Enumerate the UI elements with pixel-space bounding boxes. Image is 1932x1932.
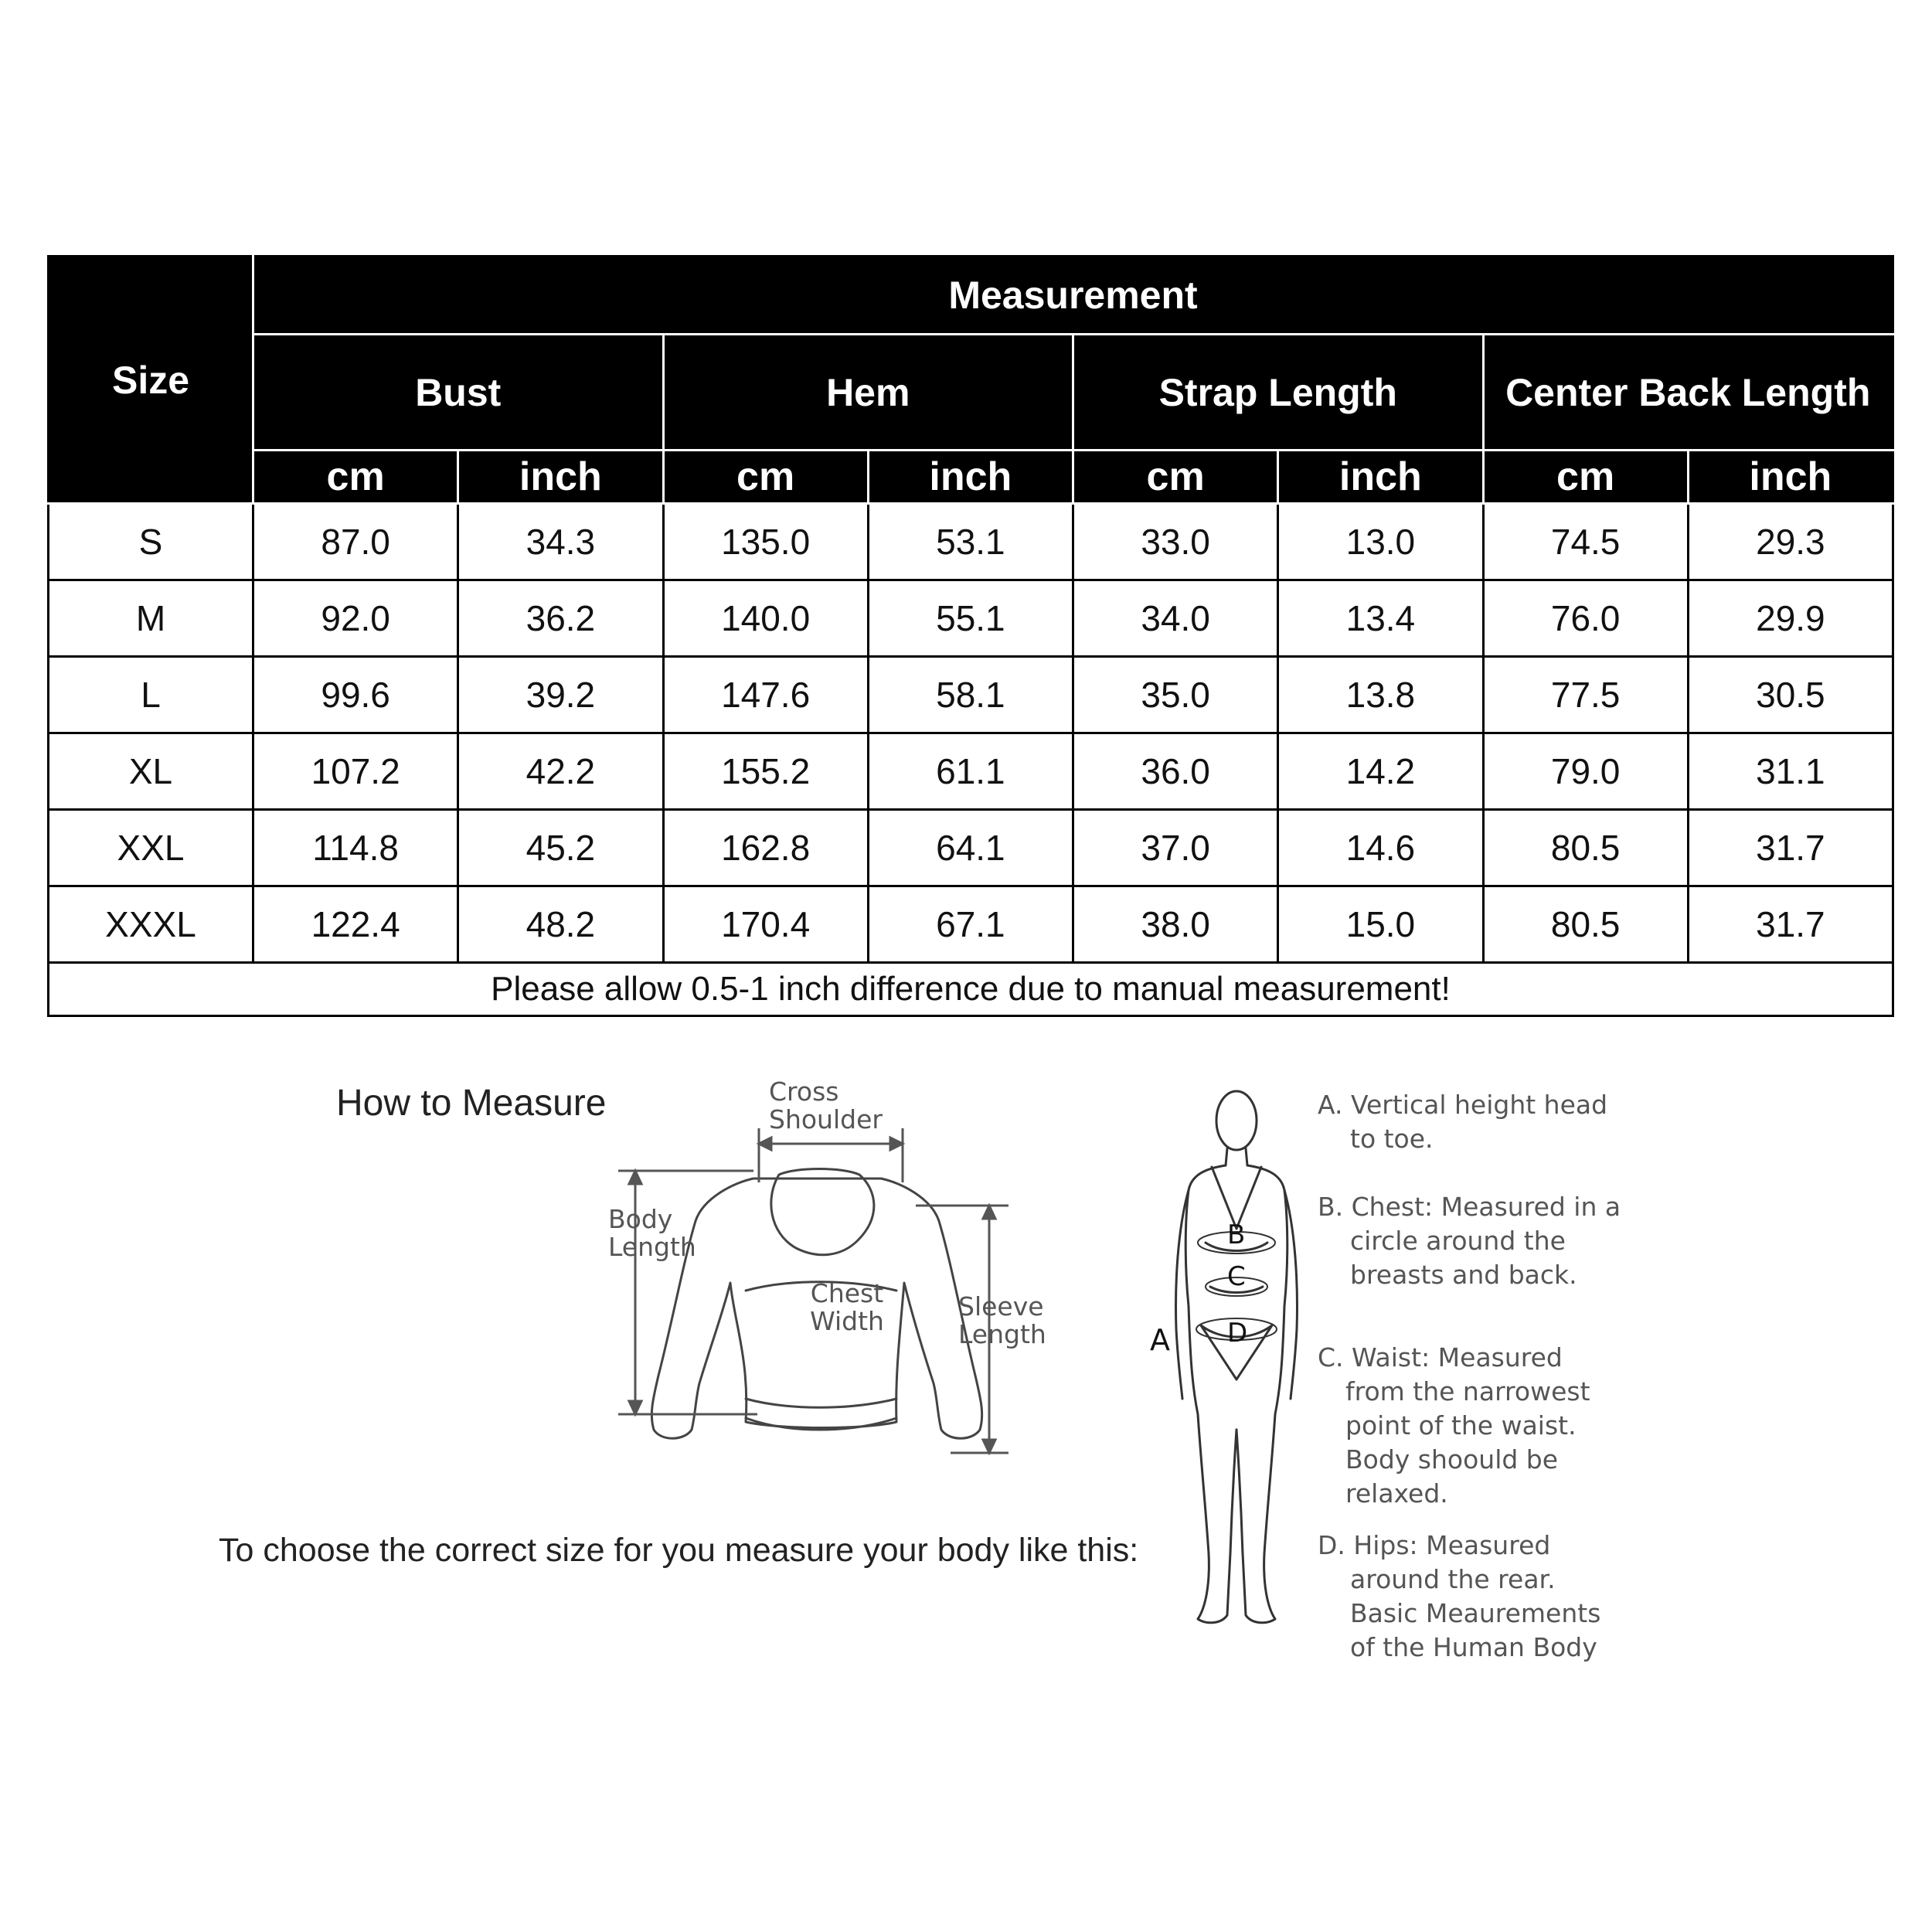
group-header-hem: Hem (663, 335, 1073, 451)
measurement-header: Measurement (253, 257, 1893, 335)
value-cell: 13.8 (1278, 657, 1483, 733)
chest-width-label: Chest Width (810, 1278, 884, 1336)
value-cell: 30.5 (1688, 657, 1893, 733)
how-to-measure-title: How to Measure (336, 1083, 607, 1124)
cross-shoulder-label: Cross Shoulder (769, 1077, 883, 1134)
value-cell: 80.5 (1483, 810, 1688, 886)
note-vertical-height: A. Vertical height head to toe. (1318, 1090, 1608, 1154)
unit-header-inch: inch (1688, 451, 1893, 504)
value-cell: 31.7 (1688, 886, 1893, 963)
note-hips: D. Hips: Measured around the rear. Basic Meaurements of the Human Body (1318, 1530, 1601, 1662)
size-cell: L (49, 657, 253, 733)
unit-header-cm: cm (1073, 451, 1278, 504)
unit-header-inch: inch (1278, 451, 1483, 504)
value-cell: 34.0 (1073, 580, 1278, 657)
value-cell: 58.1 (868, 657, 1073, 733)
value-cell: 92.0 (253, 580, 458, 657)
value-cell: 77.5 (1483, 657, 1688, 733)
value-cell: 61.1 (868, 733, 1073, 810)
value-cell: 35.0 (1073, 657, 1278, 733)
value-cell: 37.0 (1073, 810, 1278, 886)
measure-instruction: To choose the correct size for you measure your body like this: (219, 1532, 1139, 1569)
unit-header-cm: cm (253, 451, 458, 504)
figure-label-d: D (1227, 1318, 1248, 1349)
value-cell: 155.2 (663, 733, 868, 810)
value-cell: 29.3 (1688, 504, 1893, 580)
group-header-bust: Bust (253, 335, 664, 451)
size-chart-table (47, 255, 1894, 1017)
size-cell: XXXL (49, 886, 253, 963)
figure-label-a: A (1150, 1323, 1170, 1357)
value-cell: 80.5 (1483, 886, 1688, 963)
table-row (49, 810, 1893, 886)
value-cell: 31.7 (1688, 810, 1893, 886)
unit-header-inch: inch (868, 451, 1073, 504)
value-cell: 67.1 (868, 886, 1073, 963)
table-row (49, 733, 1893, 810)
unit-header-inch: inch (458, 451, 663, 504)
group-header-center-back-length: Center Back Length (1483, 335, 1893, 451)
value-cell: 135.0 (663, 504, 868, 580)
value-cell: 36.2 (458, 580, 663, 657)
value-cell: 45.2 (458, 810, 663, 886)
value-cell: 29.9 (1688, 580, 1893, 657)
value-cell: 34.3 (458, 504, 663, 580)
measurement-note: Please allow 0.5-1 inch difference due to manual measurement! (49, 963, 1893, 1016)
note-waist: C. Waist: Measured from the narrowest point of the waist. Body shoould be relaxed. (1318, 1342, 1590, 1509)
value-cell: 38.0 (1073, 886, 1278, 963)
body-length-label: Body Length (608, 1204, 696, 1262)
value-cell: 64.1 (868, 810, 1073, 886)
size-cell: XL (49, 733, 253, 810)
value-cell: 31.1 (1688, 733, 1893, 810)
value-cell: 170.4 (663, 886, 868, 963)
group-header-strap-length: Strap Length (1073, 335, 1484, 451)
value-cell: 162.8 (663, 810, 868, 886)
size-cell: S (49, 504, 253, 580)
value-cell: 33.0 (1073, 504, 1278, 580)
value-cell: 36.0 (1073, 733, 1278, 810)
value-cell: 74.5 (1483, 504, 1688, 580)
table-row (49, 504, 1893, 580)
value-cell: 140.0 (663, 580, 868, 657)
table-row (49, 657, 1893, 733)
unit-header-cm: cm (663, 451, 868, 504)
value-cell: 99.6 (253, 657, 458, 733)
value-cell: 42.2 (458, 733, 663, 810)
size-cell: M (49, 580, 253, 657)
value-cell: 39.2 (458, 657, 663, 733)
table-row (49, 886, 1893, 963)
sleeve-length-label: Sleeve Length (958, 1291, 1046, 1349)
value-cell: 147.6 (663, 657, 868, 733)
size-column-header: Size (49, 257, 253, 504)
value-cell: 13.0 (1278, 504, 1483, 580)
value-cell: 122.4 (253, 886, 458, 963)
figure-label-c: C (1227, 1261, 1246, 1292)
unit-header-cm: cm (1483, 451, 1688, 504)
value-cell: 107.2 (253, 733, 458, 810)
value-cell: 14.6 (1278, 810, 1483, 886)
value-cell: 114.8 (253, 810, 458, 886)
value-cell: 15.0 (1278, 886, 1483, 963)
value-cell: 79.0 (1483, 733, 1688, 810)
value-cell: 14.2 (1278, 733, 1483, 810)
figure-label-b: B (1227, 1219, 1246, 1250)
table-note-row (49, 963, 1893, 1016)
value-cell: 13.4 (1278, 580, 1483, 657)
size-cell: XXL (49, 810, 253, 886)
value-cell: 55.1 (868, 580, 1073, 657)
value-cell: 76.0 (1483, 580, 1688, 657)
value-cell: 87.0 (253, 504, 458, 580)
note-chest: B. Chest: Measured in a circle around the breasts and back. (1318, 1192, 1621, 1290)
table-row (49, 580, 1893, 657)
value-cell: 53.1 (868, 504, 1073, 580)
human-figure-diagram (1144, 1074, 1345, 1646)
value-cell: 48.2 (458, 886, 663, 963)
